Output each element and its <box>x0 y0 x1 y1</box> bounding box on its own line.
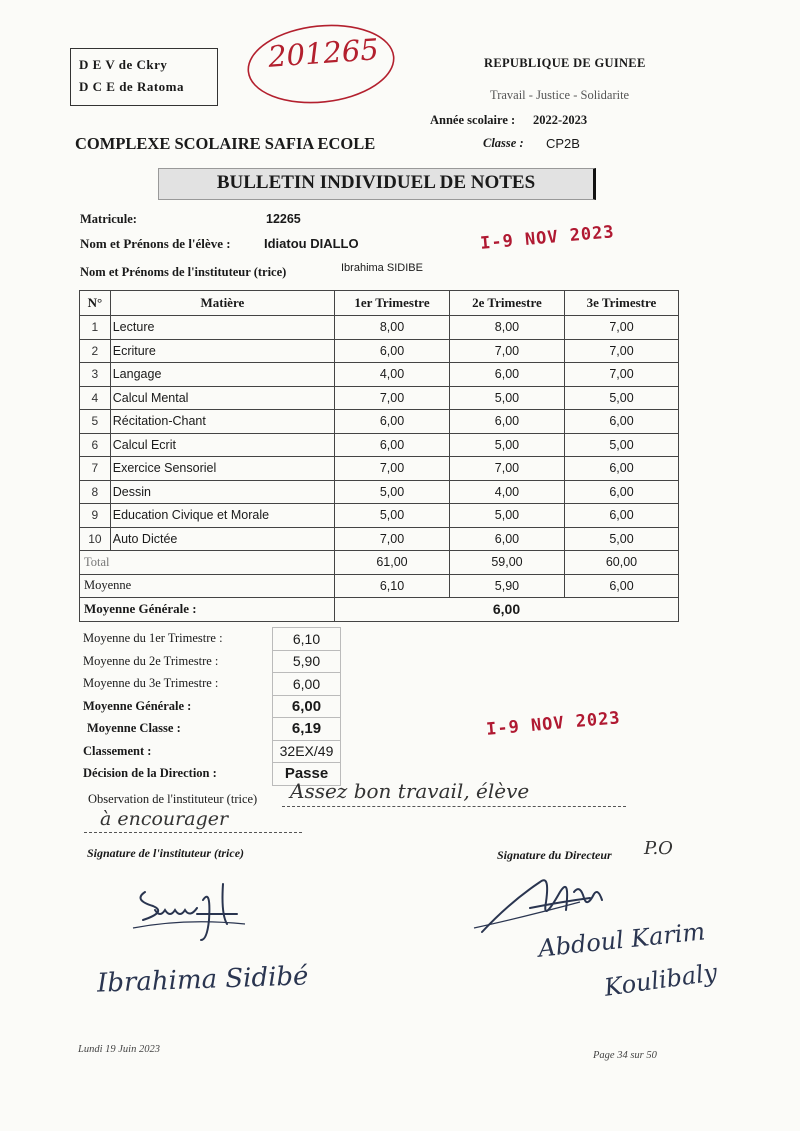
dce-label: D C E de Ratoma <box>79 79 184 94</box>
grade-t2: 8,00 <box>449 316 564 340</box>
grade-t1: 5,00 <box>335 504 450 528</box>
observation-line-1 <box>282 806 626 807</box>
subject-name: Calcul Ecrit <box>110 433 334 457</box>
summary-row <box>79 740 341 763</box>
class-value: CP2B <box>546 136 580 151</box>
grade-t3: 6,00 <box>564 457 678 481</box>
subject-name: Dessin <box>110 480 334 504</box>
footer-date: Lundi 19 Juin 2023 <box>78 1044 160 1055</box>
grade-t3: 6,00 <box>564 504 678 528</box>
subject-name: Education Civique et Morale <box>110 504 334 528</box>
directorate-box <box>70 48 218 106</box>
table-row <box>80 339 679 363</box>
grade-t3: 5,00 <box>564 386 678 410</box>
summary-value: 32EX/49 <box>273 740 341 763</box>
summary-row <box>79 628 341 651</box>
director-name-line-1: Abdoul Karim <box>536 917 707 963</box>
grade-t2: 5,00 <box>449 433 564 457</box>
director-signature-label: Signature du Directeur <box>497 848 612 862</box>
grade-t3: 7,00 <box>564 363 678 387</box>
summary-value: Passe <box>273 763 341 786</box>
grade-t3: 5,00 <box>564 527 678 551</box>
table-row <box>80 527 679 551</box>
document-title: BULLETIN INDIVIDUEL DE NOTES <box>216 172 536 193</box>
grade-t1: 6,00 <box>335 410 450 434</box>
grade-t2: 7,00 <box>449 457 564 481</box>
grade-t3: 7,00 <box>564 316 678 340</box>
grade-t3: 6,00 <box>564 410 678 434</box>
col-header-subject: Matière <box>110 291 334 316</box>
summary-label: Moyenne du 3e Trimestre : <box>83 676 219 691</box>
grade-t2: 6,00 <box>449 363 564 387</box>
row-number: 7 <box>80 457 111 481</box>
row-number: 3 <box>80 363 111 387</box>
general-average-label: Moyenne Générale : <box>80 598 335 622</box>
subject-name: Ecriture <box>110 339 334 363</box>
grade-t1: 6,00 <box>335 433 450 457</box>
dev-label: D E V de Ckry <box>79 57 168 72</box>
observation-label: Observation de l'instituteur (trice) <box>88 792 258 806</box>
summary-label: Moyenne du 2e Trimestre : <box>83 653 219 668</box>
row-number: 6 <box>80 433 111 457</box>
grade-t2: 4,00 <box>449 480 564 504</box>
country-motto: Travail - Justice - Solidarite <box>490 88 630 102</box>
grade-t2: 6,00 <box>449 410 564 434</box>
grade-t2: 6,00 <box>449 527 564 551</box>
subject-name: Auto Dictée <box>110 527 334 551</box>
date-stamp-middle: I-9 NOV 2023 <box>485 708 622 740</box>
row-number: 1 <box>80 316 111 340</box>
grade-t1: 7,00 <box>335 527 450 551</box>
row-number: 4 <box>80 386 111 410</box>
total-row <box>80 551 679 575</box>
col-header-trimester-2: 2e Trimestre <box>449 291 564 316</box>
school-year-value: 2022-2023 <box>533 113 588 127</box>
school-year-label: Année scolaire : <box>430 113 516 127</box>
summary-label: Moyenne Générale : <box>83 698 192 713</box>
grade-t1: 8,00 <box>335 316 450 340</box>
matricule-label: Matricule: <box>80 212 137 226</box>
observation-text-2: à encourager <box>100 808 229 830</box>
summary-row <box>79 718 341 741</box>
grades-header-row <box>80 291 679 316</box>
row-number: 5 <box>80 410 111 434</box>
table-row <box>80 316 679 340</box>
average-t1: 6,10 <box>335 574 450 598</box>
summary-label: Moyenne Classe : <box>87 721 181 736</box>
col-header-number: N° <box>80 291 111 316</box>
subject-name: Lecture <box>110 316 334 340</box>
summary-value: 6,00 <box>273 673 341 696</box>
grade-t1: 7,00 <box>335 457 450 481</box>
grades-table <box>79 290 679 622</box>
col-header-trimester-3: 3e Trimestre <box>564 291 678 316</box>
summary-row <box>79 695 341 718</box>
country-name: REPUBLIQUE DE GUINEE <box>484 56 646 70</box>
grade-t3: 6,00 <box>564 480 678 504</box>
director-name-line-2: Koulibaly <box>602 958 719 1002</box>
teacher-signature-label: Signature de l'instituteur (trice) <box>87 846 245 860</box>
subject-name: Récitation-Chant <box>110 410 334 434</box>
average-label: Moyenne <box>80 574 335 598</box>
total-label: Total <box>80 551 335 575</box>
teacher-handwritten-name: Ibrahima Sidibé <box>96 961 309 999</box>
school-name: COMPLEXE SCOLAIRE SAFIA ECOLE <box>75 134 376 153</box>
teacher-name-value: Ibrahima SIDIBE <box>341 262 423 274</box>
grade-t1: 6,00 <box>335 339 450 363</box>
summary-value: 5,90 <box>273 650 341 673</box>
summary-value: 6,00 <box>273 695 341 718</box>
observation-line-2 <box>84 832 302 833</box>
subject-name: Calcul Mental <box>110 386 334 410</box>
summary-value: 6,10 <box>273 628 341 651</box>
observation-text-1: Assez bon travail, élève <box>290 779 530 803</box>
summary-label: Moyenne du 1er Trimestre : <box>83 631 223 646</box>
table-row <box>80 457 679 481</box>
grade-t2: 5,00 <box>449 386 564 410</box>
matricule-value: 12265 <box>266 212 301 226</box>
total-t1: 61,00 <box>335 551 450 575</box>
summary-label: Décision de la Direction : <box>83 766 217 781</box>
grade-t2: 5,00 <box>449 504 564 528</box>
student-name-value: Idiatou DIALLO <box>264 236 359 251</box>
general-average-row <box>80 598 679 622</box>
grade-t3: 7,00 <box>564 339 678 363</box>
average-t2: 5,90 <box>449 574 564 598</box>
table-row <box>80 433 679 457</box>
col-header-trimester-1: 1er Trimestre <box>335 291 450 316</box>
summary-row <box>79 673 341 696</box>
summary-value: 6,19 <box>273 718 341 741</box>
grade-t1: 4,00 <box>335 363 450 387</box>
general-average-value: 6,00 <box>335 598 679 622</box>
table-row <box>80 480 679 504</box>
director-po: P.O <box>644 838 673 859</box>
row-number: 2 <box>80 339 111 363</box>
table-row <box>80 410 679 434</box>
row-number: 9 <box>80 504 111 528</box>
grade-t1: 5,00 <box>335 480 450 504</box>
footer-page-number: Page 34 sur 50 <box>593 1050 657 1061</box>
table-row <box>80 504 679 528</box>
average-t3: 6,00 <box>564 574 678 598</box>
teacher-signature-image <box>125 870 275 950</box>
subject-name: Langage <box>110 363 334 387</box>
summary-label: Classement : <box>83 743 152 758</box>
average-row <box>80 574 679 598</box>
summary-table <box>79 627 341 786</box>
grade-t3: 5,00 <box>564 433 678 457</box>
row-number: 10 <box>80 527 111 551</box>
title-banner <box>158 168 596 200</box>
class-label: Classe : <box>483 136 524 150</box>
table-row <box>80 363 679 387</box>
total-t2: 59,00 <box>449 551 564 575</box>
teacher-name-label: Nom et Prénoms de l'instituteur (trice) <box>80 265 287 279</box>
grade-t1: 7,00 <box>335 386 450 410</box>
total-t3: 60,00 <box>564 551 678 575</box>
grade-t2: 7,00 <box>449 339 564 363</box>
reference-number: 201265 <box>266 32 380 74</box>
subject-name: Exercice Sensoriel <box>110 457 334 481</box>
student-name-label: Nom et Prénons de l'élève : <box>80 236 231 251</box>
row-number: 8 <box>80 480 111 504</box>
date-stamp-top: I-9 NOV 2023 <box>479 222 616 254</box>
table-row <box>80 386 679 410</box>
summary-row <box>79 650 341 673</box>
